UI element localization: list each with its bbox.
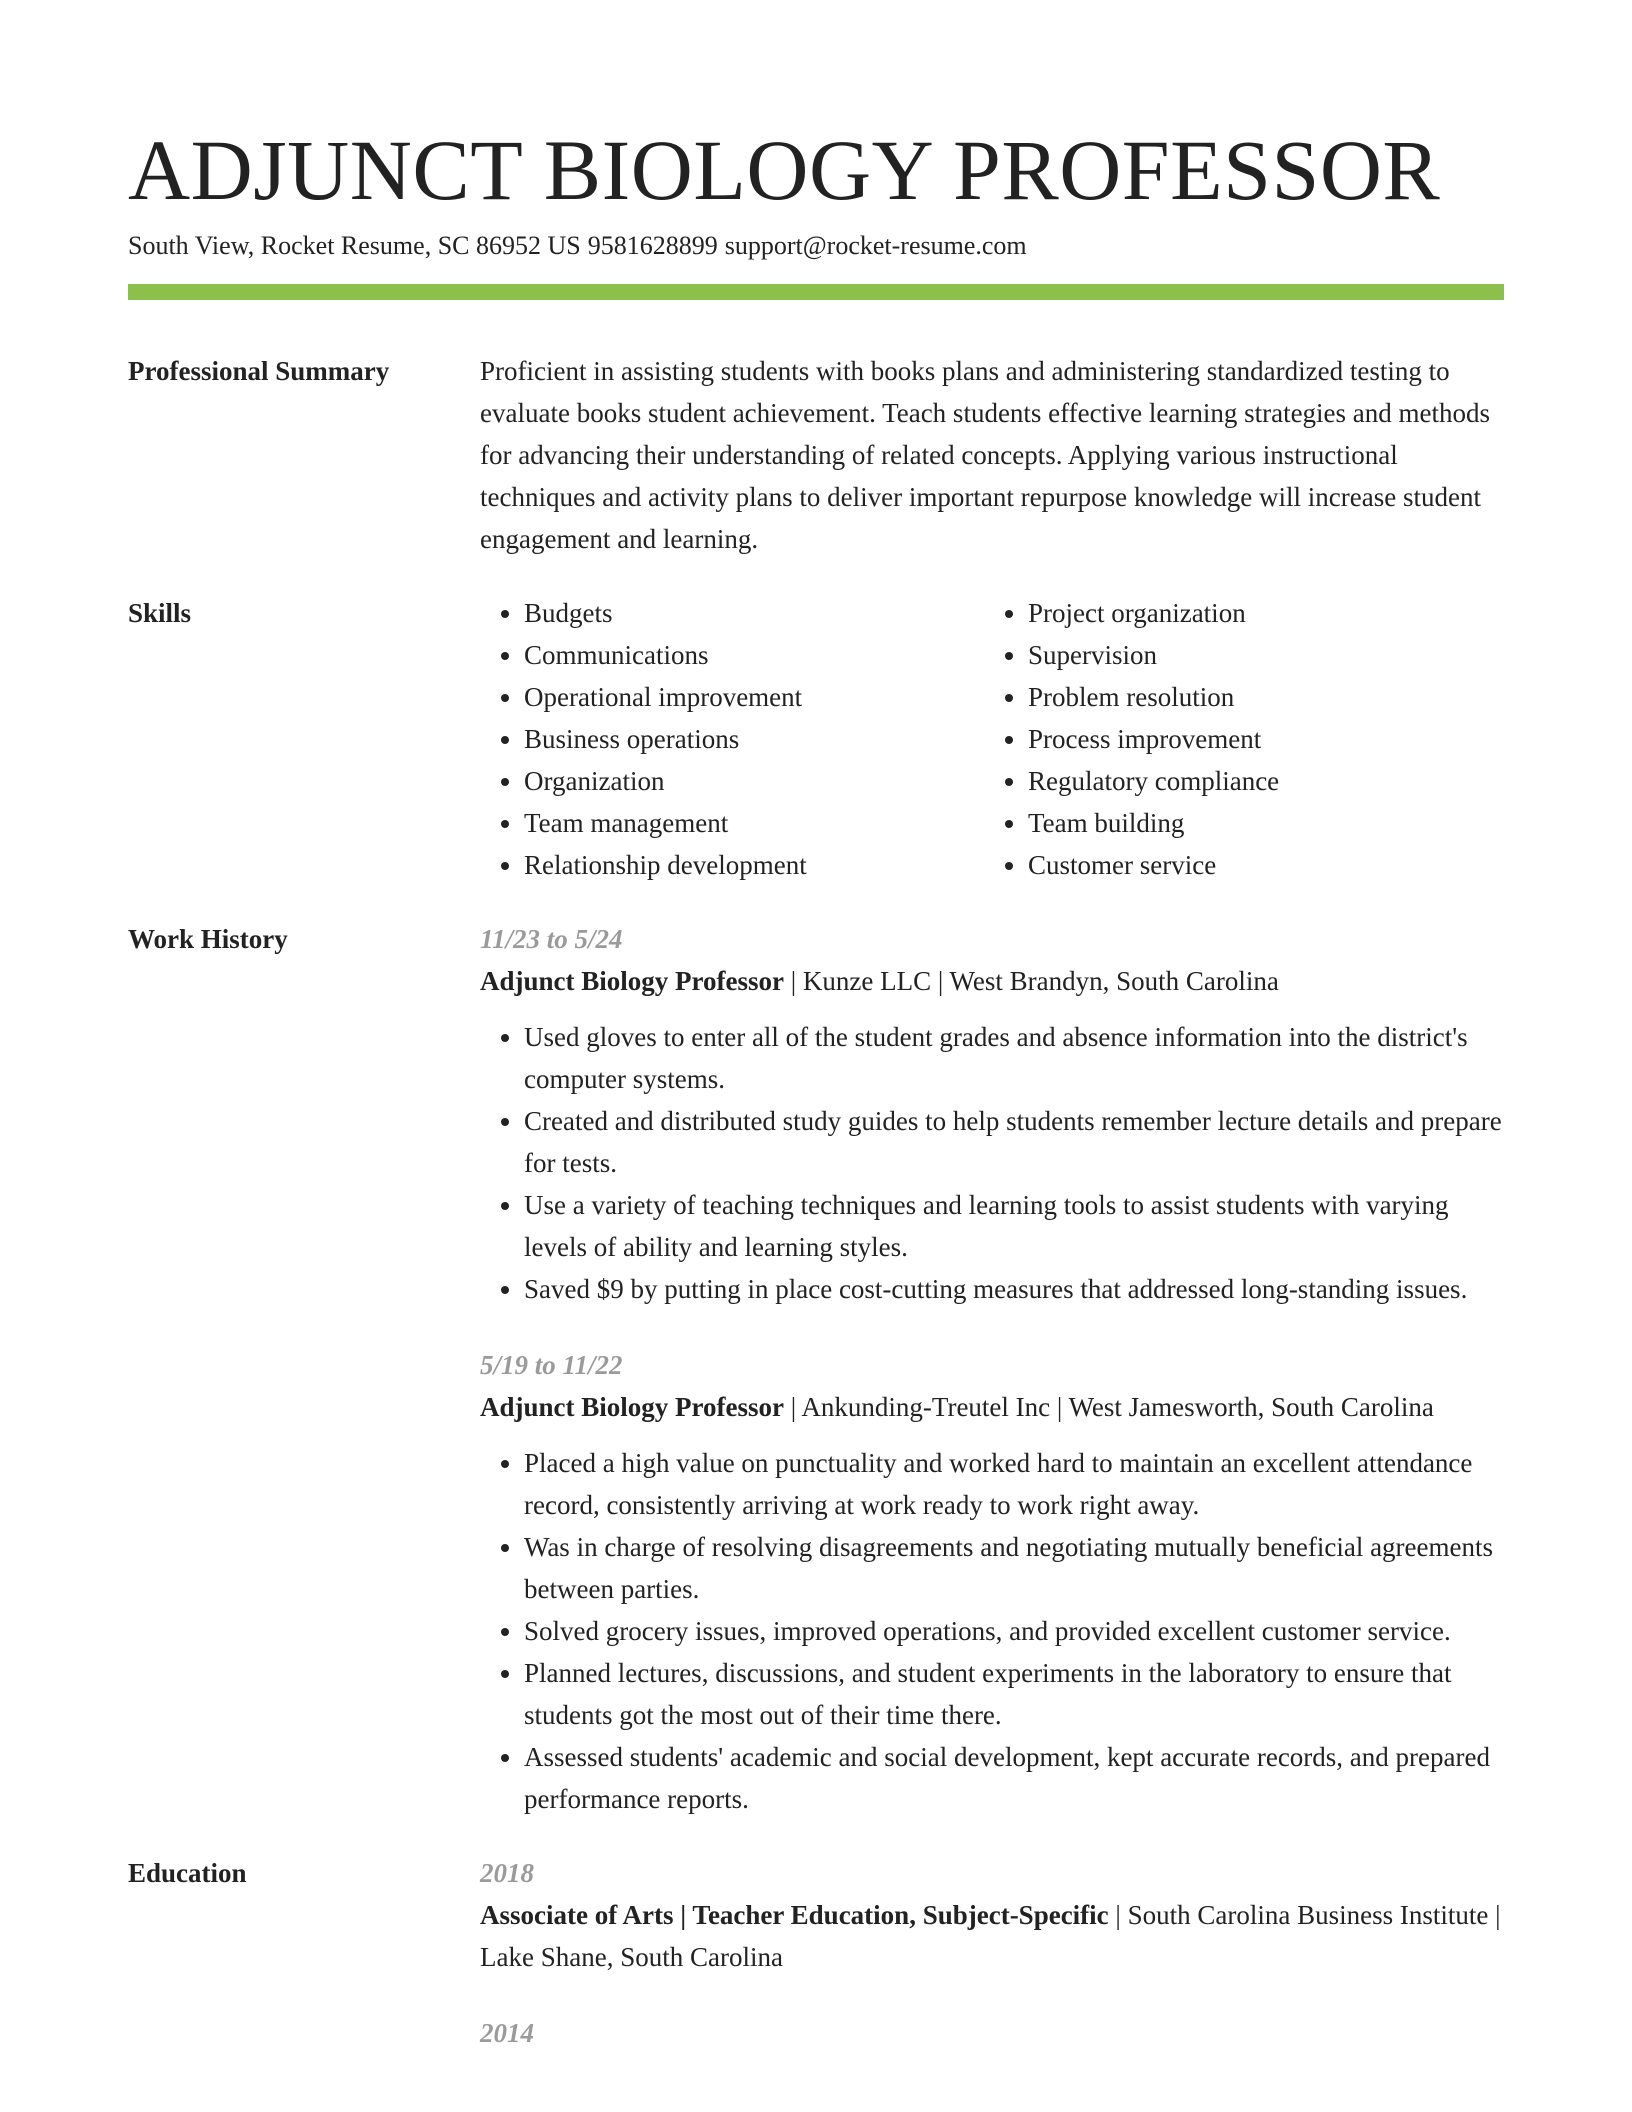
- job-bullet: • Created and distributed study guides to help students remember lecture details and prepare for tests.: [524, 1100, 1504, 1184]
- contact-address: South View, Rocket Resume, SC 86952 US: [128, 231, 581, 260]
- job-bullet: • Saved $9 by putting in place cost-cutting measures that addressed long-standing issues.: [524, 1268, 1504, 1310]
- job-bullet: • Used gloves to enter all of the student grades and absence information into the district's computer systems.: [524, 1016, 1504, 1100]
- summary-text: Proficient in assisting students with books plans and administering standardized testing to evaluate books student achievement. Teach students effective learning strategies and methods for advancing their understanding of related concepts. Applying various instructional techniques and activity plans to deliver important repurpose knowledge will increase student engagement and learning.: [480, 356, 1491, 554]
- job-bullet: • Use a variety of teaching techniques and learning tools to assist students with varying levels of ability and learning styles.: [524, 1184, 1504, 1268]
- job-bullet: • Assessed students' academic and social development, kept accurate records, and prepared performance reports.: [524, 1736, 1504, 1820]
- education-year: 2014: [480, 2018, 534, 2048]
- skill-item: • Business operations: [524, 718, 984, 760]
- education-section: [128, 1852, 1504, 2054]
- job-entry: [480, 918, 1504, 1310]
- skills-section: [128, 592, 1504, 886]
- accent-divider: [128, 284, 1504, 300]
- skills-list-right: [984, 592, 1488, 886]
- section-title-skills: Skills: [128, 598, 192, 628]
- job-bullet: • Planned lectures, discussions, and student experiments in the laboratory to ensure that students got the most out of their time there.: [524, 1652, 1504, 1736]
- skill-item: • Supervision: [1028, 634, 1488, 676]
- section-title-summary: Professional Summary: [128, 356, 390, 386]
- skills-list-left: [480, 592, 984, 886]
- skill-item: • Team management: [524, 802, 984, 844]
- job-company: Ankunding-Treutel Inc: [801, 1392, 1051, 1422]
- job-company: Kunze LLC: [802, 966, 932, 996]
- section-title-work: Work History: [128, 924, 288, 954]
- education-line: Associate of Arts | Teacher Education, Subject-Specific | South Carolina Business Institute | Lake Shane, South Carolina: [480, 1900, 1501, 1972]
- skill-item: • Organization: [524, 760, 984, 802]
- job-bullets: [480, 1442, 1504, 1820]
- job-entry: [480, 1344, 1504, 1820]
- contact-email: support@rocket-resume.com: [724, 231, 1027, 260]
- summary-section: [128, 350, 1504, 560]
- job-title-line: Adjunct Biology Professor | Ankunding-Treutel Inc | West Jamesworth, South Carolina: [480, 1392, 1434, 1422]
- skill-item: • Problem resolution: [1028, 676, 1488, 718]
- skill-item: • Process improvement: [1028, 718, 1488, 760]
- skill-item: • Relationship development: [524, 844, 984, 886]
- job-dates: 11/23 to 5/24: [480, 924, 623, 954]
- education-year: 2018: [480, 1858, 534, 1888]
- contact-line: [128, 228, 1504, 264]
- job-location: West Brandyn, South Carolina: [949, 966, 1279, 996]
- job-location: West Jamesworth, South Carolina: [1068, 1392, 1434, 1422]
- resume-name: ADJUNCT BIOLOGY PROFESSOR: [128, 122, 1441, 218]
- skill-item: • Budgets: [524, 592, 984, 634]
- skill-item: • Regulatory compliance: [1028, 760, 1488, 802]
- work-history-section: [128, 918, 1504, 1820]
- skill-item: • Communications: [524, 634, 984, 676]
- skill-item: • Team building: [1028, 802, 1488, 844]
- education-degree: Associate of Arts | Teacher Education, Subject-Specific: [480, 1900, 1109, 1930]
- skill-item: • Operational improvement: [524, 676, 984, 718]
- section-title-education: Education: [128, 1858, 247, 1888]
- education-location: Lake Shane, South Carolina: [480, 1942, 783, 1972]
- job-title-line: Adjunct Biology Professor | Kunze LLC | West Brandyn, South Carolina: [480, 966, 1279, 996]
- job-position: Adjunct Biology Professor: [480, 1392, 784, 1422]
- contact-phone: 9581628899: [587, 231, 718, 260]
- skill-item: • Project organization: [1028, 592, 1488, 634]
- job-bullets: [480, 1016, 1504, 1310]
- job-bullet: • Solved grocery issues, improved operations, and provided excellent customer service.: [524, 1610, 1504, 1652]
- resume-page: [128, 120, 1504, 2054]
- job-bullet: • Was in charge of resolving disagreements and negotiating mutually beneficial agreements between parties.: [524, 1526, 1504, 1610]
- education-school: South Carolina Business Institute: [1127, 1900, 1489, 1930]
- job-dates: 5/19 to 11/22: [480, 1350, 623, 1380]
- job-bullet: • Placed a high value on punctuality and worked hard to maintain an excellent attendance record, consistently arriving at work ready to work right away.: [524, 1442, 1504, 1526]
- skill-item: • Customer service: [1028, 844, 1488, 886]
- job-position: Adjunct Biology Professor: [480, 966, 784, 996]
